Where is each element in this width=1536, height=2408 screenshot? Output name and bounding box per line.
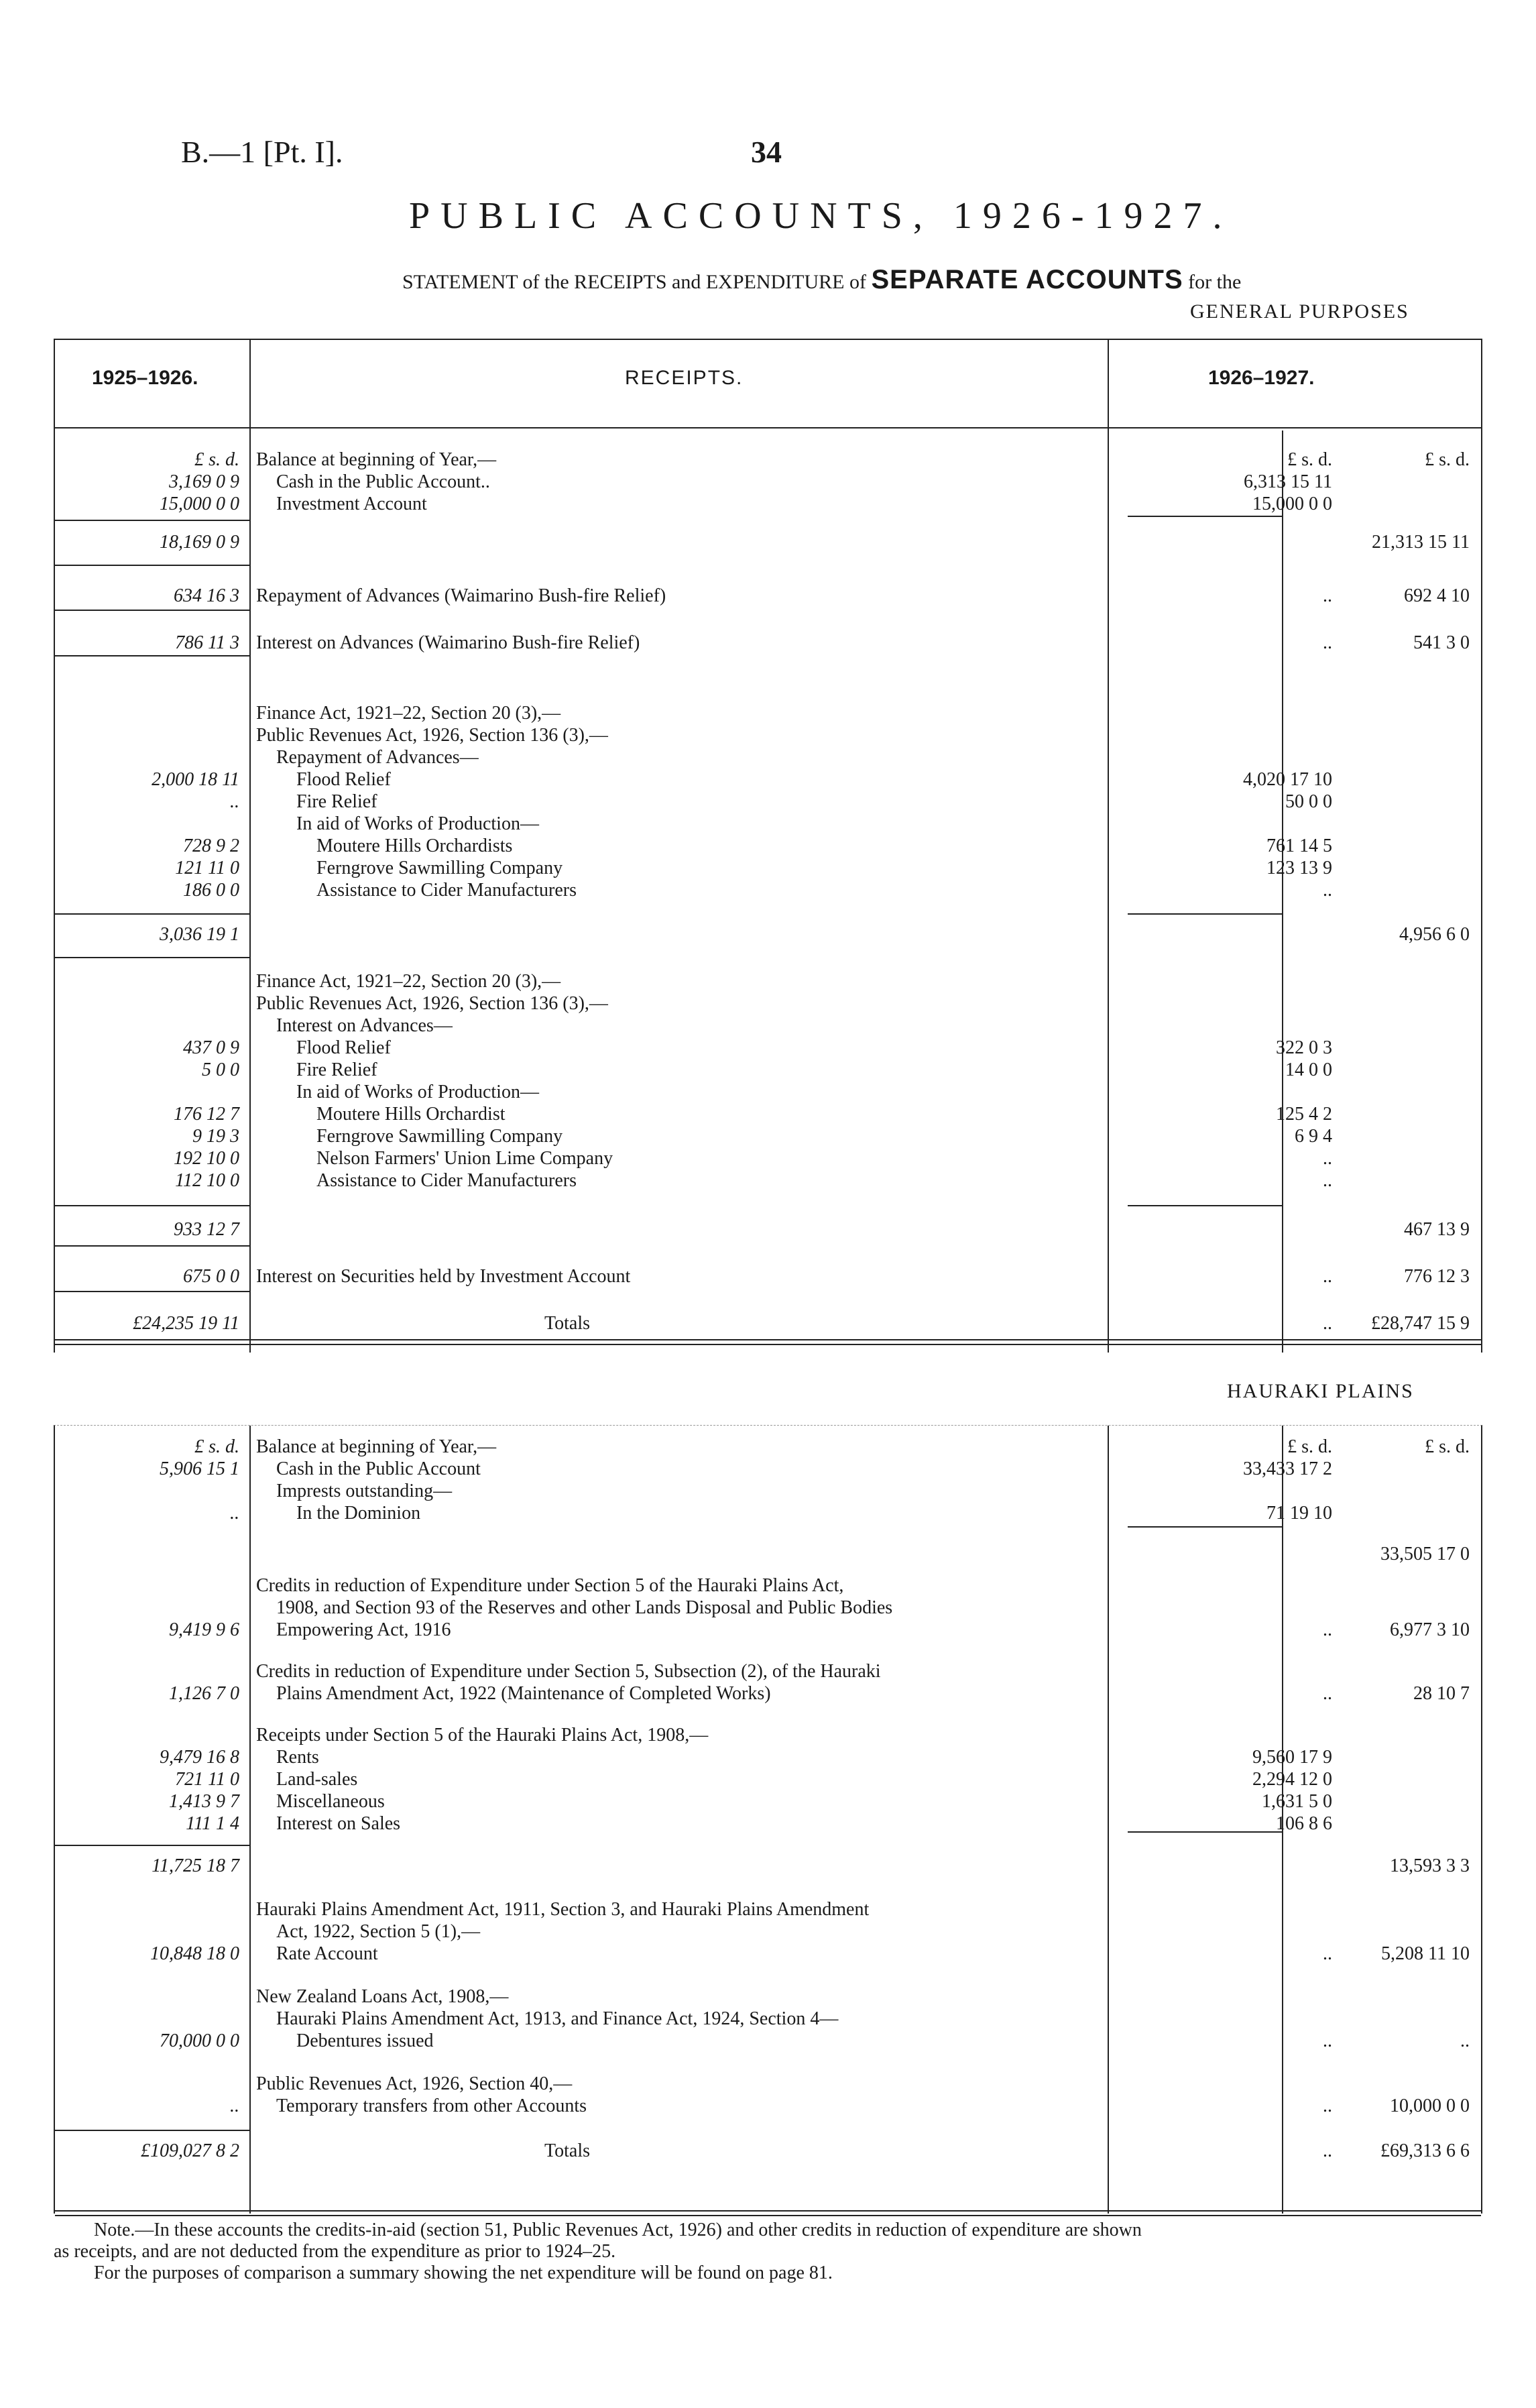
footnote-line-1: Note.—In these accounts the credits-in-aid (section 51, Public Revenues Act, 1926) and other credits in reduction of expenditure are shown bbox=[94, 2220, 1142, 2240]
statement-heading bbox=[402, 265, 1241, 295]
prior-year-amount: .. bbox=[230, 791, 239, 812]
page-title: PUBLIC ACCOUNTS, 1926-1927. bbox=[409, 195, 1233, 237]
column-header-1925-1926: 1925–1926. bbox=[92, 367, 198, 389]
table-row bbox=[55, 1855, 1481, 1878]
receipt-description: Hauraki Plains Amendment Act, 1911, Section 3, and Hauraki Plains Amendment bbox=[256, 1899, 870, 1920]
receipt-description: 1908, and Section 93 of the Reserves and other Lands Disposal and Public Bodies bbox=[276, 1597, 893, 1618]
receipt-description: Finance Act, 1921–22, Section 20 (3),— bbox=[256, 971, 561, 992]
page-number: 34 bbox=[751, 135, 782, 169]
table-row bbox=[55, 1059, 1481, 1082]
sub-amount: .. bbox=[1323, 2140, 1332, 2161]
total-amount: 10,000 0 0 bbox=[1390, 2096, 1470, 2116]
receipt-description: Repayment of Advances— bbox=[276, 747, 479, 768]
receipt-description: Debentures issued bbox=[296, 2030, 434, 2051]
footnote-line-3: For the purposes of comparison a summary showing the net expenditure will be found on page 81. bbox=[94, 2262, 833, 2283]
receipt-description: Rate Account bbox=[276, 1943, 378, 1964]
table-row bbox=[55, 1015, 1481, 1037]
receipt-description: Rents bbox=[276, 1747, 319, 1768]
prior-year-amount: 15,000 0 0 bbox=[160, 494, 239, 514]
section-subtitle-general-purposes: GENERAL PURPOSES bbox=[1190, 300, 1409, 323]
table-row bbox=[55, 2030, 1481, 2053]
table-row bbox=[55, 1682, 1481, 1705]
table-row bbox=[55, 1218, 1481, 1241]
sub-amount: 123 13 9 bbox=[1266, 858, 1332, 878]
table-row bbox=[55, 835, 1481, 858]
table-row bbox=[55, 1724, 1481, 1747]
subtotal-rule bbox=[1128, 516, 1282, 517]
table-row bbox=[55, 2073, 1481, 2096]
prior-year-amount: 192 10 0 bbox=[174, 1148, 239, 1169]
receipt-description: Empowering Act, 1916 bbox=[276, 1619, 451, 1640]
total-amount: 692 4 10 bbox=[1404, 585, 1470, 606]
sub-amount: £ s. d. bbox=[1287, 1436, 1332, 1457]
prior-year-amount: 9,419 9 6 bbox=[169, 1619, 239, 1640]
total-amount: 467 13 9 bbox=[1404, 1219, 1470, 1240]
receipt-description: Moutere Hills Orchardist bbox=[316, 1104, 506, 1125]
statement-prefix: STATEMENT of the RECEIPTS and EXPENDITURE of bbox=[402, 271, 866, 293]
table-row bbox=[55, 1543, 1481, 1566]
prior-year-amount: 70,000 0 0 bbox=[160, 2030, 239, 2051]
table-row bbox=[55, 813, 1481, 836]
table-row bbox=[55, 1768, 1481, 1791]
receipt-description: New Zealand Loans Act, 1908,— bbox=[256, 1986, 509, 2007]
footnote-line-2: as receipts, and are not deducted from the expenditure as prior to 1924–25. bbox=[54, 2241, 616, 2262]
table-row bbox=[55, 1480, 1481, 1503]
prior-year-amount: 634 16 3 bbox=[174, 585, 239, 606]
receipt-description: Hauraki Plains Amendment Act, 1913, and Finance Act, 1924, Section 4— bbox=[276, 2008, 839, 2029]
receipt-description: Receipts under Section 5 of the Hauraki Plains Act, 1908,— bbox=[256, 1725, 709, 1745]
sub-amount: .. bbox=[1323, 1170, 1332, 1191]
receipt-description: In the Dominion bbox=[296, 1503, 421, 1524]
table-row bbox=[55, 702, 1481, 725]
table-row bbox=[55, 1037, 1481, 1059]
table-row bbox=[55, 493, 1481, 516]
receipt-description: Totals bbox=[544, 2140, 591, 2161]
receipt-description: Imprests outstanding— bbox=[276, 1481, 453, 1501]
subtotal-rule bbox=[55, 1845, 249, 1846]
prior-year-amount: £109,027 8 2 bbox=[141, 2140, 239, 2161]
receipt-description: Flood Relief bbox=[296, 769, 391, 790]
receipt-description: Nelson Farmers' Union Lime Company bbox=[316, 1148, 613, 1169]
receipt-description: Repayment of Advances (Waimarino Bush-fire Relief) bbox=[256, 585, 666, 606]
table-row bbox=[55, 791, 1481, 813]
table-row bbox=[55, 1790, 1481, 1813]
column-header-1926-1927: 1926–1927. bbox=[1208, 367, 1315, 389]
sub-amount: .. bbox=[1323, 632, 1332, 653]
general-purposes-table bbox=[54, 339, 1482, 1353]
total-amount: 776 12 3 bbox=[1404, 1266, 1470, 1287]
table-row bbox=[55, 746, 1481, 769]
receipt-description: Interest on Sales bbox=[276, 1813, 401, 1834]
table-row bbox=[55, 2140, 1481, 2163]
total-amount: £69,313 6 6 bbox=[1380, 2140, 1470, 2161]
prior-year-amount: 1,126 7 0 bbox=[169, 1683, 239, 1704]
table-row bbox=[55, 449, 1481, 471]
table-row bbox=[55, 1147, 1481, 1170]
table-row bbox=[55, 632, 1481, 654]
table-row bbox=[55, 1660, 1481, 1683]
total-amount: 33,505 17 0 bbox=[1380, 1544, 1470, 1564]
table-row bbox=[55, 768, 1481, 791]
table-row bbox=[55, 923, 1481, 946]
receipt-description: Assistance to Cider Manufacturers bbox=[316, 1170, 577, 1191]
table-row bbox=[55, 724, 1481, 747]
receipt-description: Act, 1922, Section 5 (1),— bbox=[276, 1921, 481, 1942]
hauraki-plains-table bbox=[54, 1425, 1482, 2214]
table-bottom-rule bbox=[55, 2210, 1481, 2216]
table-row bbox=[55, 531, 1481, 554]
receipt-description: Temporary transfers from other Accounts bbox=[276, 2096, 587, 2116]
receipt-description: Finance Act, 1921–22, Section 20 (3),— bbox=[256, 703, 561, 724]
subtotal-rule bbox=[1128, 913, 1282, 915]
prior-year-amount: 11,725 18 7 bbox=[152, 1855, 239, 1876]
prior-year-amount: 437 0 9 bbox=[183, 1037, 239, 1058]
prior-year-amount: 9 19 3 bbox=[192, 1126, 239, 1147]
section-subtitle-hauraki-plains: HAURAKI PLAINS bbox=[1227, 1380, 1414, 1402]
sub-amount: .. bbox=[1323, 1943, 1332, 1964]
prior-year-amount: 186 0 0 bbox=[183, 880, 239, 901]
total-amount: .. bbox=[1460, 2030, 1470, 2051]
prior-year-amount: 786 11 3 bbox=[175, 632, 239, 653]
sub-amount: .. bbox=[1323, 2030, 1332, 2051]
table-row bbox=[55, 1502, 1481, 1525]
table-row bbox=[55, 1574, 1481, 1597]
receipt-description: Land-sales bbox=[276, 1769, 358, 1790]
prior-year-amount: £24,235 19 11 bbox=[133, 1313, 239, 1334]
statement-bold: SEPARATE ACCOUNTS bbox=[871, 265, 1183, 294]
receipt-description: Credits in reduction of Expenditure under Section 5, Subsection (2), of the Hauraki bbox=[256, 1661, 881, 1682]
receipt-description: Investment Account bbox=[276, 494, 427, 514]
prior-year-amount: 3,036 19 1 bbox=[160, 924, 239, 945]
total-amount: £28,747 15 9 bbox=[1371, 1313, 1470, 1334]
table-row bbox=[55, 857, 1481, 880]
sub-amount: 14 0 0 bbox=[1285, 1059, 1332, 1080]
table-row bbox=[55, 1898, 1481, 1921]
table-row bbox=[55, 1458, 1481, 1481]
sub-amount: 50 0 0 bbox=[1285, 791, 1332, 812]
sub-amount: 1,631 5 0 bbox=[1262, 1791, 1332, 1812]
receipt-description: Public Revenues Act, 1926, Section 136 (3),— bbox=[256, 993, 608, 1014]
header-rule bbox=[55, 427, 1481, 428]
sub-amount: 761 14 5 bbox=[1266, 836, 1332, 856]
table-row bbox=[55, 2008, 1481, 2030]
receipt-description: Interest on Advances (Waimarino Bush-fire Relief) bbox=[256, 632, 640, 653]
receipt-description: Miscellaneous bbox=[276, 1791, 385, 1812]
prior-year-amount: .. bbox=[230, 2096, 239, 2116]
sub-amount: .. bbox=[1323, 1266, 1332, 1287]
prior-year-amount: 9,479 16 8 bbox=[160, 1747, 239, 1768]
receipt-description: In aid of Works of Production— bbox=[296, 813, 539, 834]
sub-amount: £ s. d. bbox=[1287, 449, 1332, 470]
total-amount: 5,208 11 10 bbox=[1381, 1943, 1470, 1964]
receipt-description: Ferngrove Sawmilling Company bbox=[316, 1126, 563, 1147]
receipt-description: Fire Relief bbox=[296, 791, 377, 812]
table-row bbox=[55, 1986, 1481, 2008]
receipt-description: Assistance to Cider Manufacturers bbox=[316, 880, 577, 901]
table-row bbox=[55, 1920, 1481, 1943]
subtotal-rule bbox=[55, 1291, 249, 1292]
footnote bbox=[54, 2220, 1142, 2284]
prior-year-amount: £ s. d. bbox=[194, 1436, 239, 1457]
receipt-description: Balance at beginning of Year,— bbox=[256, 449, 497, 470]
subtotal-rule bbox=[55, 655, 249, 656]
receipt-description: Balance at beginning of Year,— bbox=[256, 1436, 497, 1457]
subtotal-rule bbox=[55, 610, 249, 611]
table-row bbox=[55, 471, 1481, 494]
table-bottom-rule bbox=[55, 1339, 1481, 1345]
sub-amount: 33,433 17 2 bbox=[1243, 1458, 1332, 1479]
subtotal-rule bbox=[1128, 1205, 1282, 1206]
sub-amount: .. bbox=[1323, 585, 1332, 606]
column-header-receipts: RECEIPTS. bbox=[625, 367, 744, 389]
table-row bbox=[55, 585, 1481, 608]
receipt-description: Moutere Hills Orchardists bbox=[316, 836, 513, 856]
subtotal-rule bbox=[55, 520, 249, 521]
total-amount: 6,977 3 10 bbox=[1390, 1619, 1470, 1640]
receipt-description: Fire Relief bbox=[296, 1059, 377, 1080]
prior-year-amount: 176 12 7 bbox=[174, 1104, 239, 1125]
subtotal-rule bbox=[55, 2130, 249, 2131]
total-amount: 28 10 7 bbox=[1413, 1683, 1470, 1704]
sub-amount: 322 0 3 bbox=[1276, 1037, 1332, 1058]
statement-suffix: for the bbox=[1188, 271, 1242, 293]
table-row bbox=[55, 1265, 1481, 1288]
receipt-description: Cash in the Public Account.. bbox=[276, 471, 490, 492]
table-row bbox=[55, 1103, 1481, 1126]
table-row bbox=[55, 1125, 1481, 1148]
prior-year-amount: 728 9 2 bbox=[183, 836, 239, 856]
prior-year-amount: £ s. d. bbox=[194, 449, 239, 470]
sub-amount: 106 8 6 bbox=[1276, 1813, 1332, 1834]
prior-year-amount: 5 0 0 bbox=[202, 1059, 239, 1080]
prior-year-amount: 112 10 0 bbox=[175, 1170, 239, 1191]
receipt-description: Public Revenues Act, 1926, Section 136 (3),— bbox=[256, 725, 608, 746]
subtotal-rule bbox=[1128, 1526, 1282, 1528]
prior-year-amount: 675 0 0 bbox=[183, 1266, 239, 1287]
prior-year-amount: 5,906 15 1 bbox=[160, 1458, 239, 1479]
receipt-description: Public Revenues Act, 1926, Section 40,— bbox=[256, 2073, 573, 2094]
subtotal-rule bbox=[55, 913, 249, 915]
sub-amount: 6 9 4 bbox=[1295, 1126, 1332, 1147]
sub-amount: .. bbox=[1323, 880, 1332, 901]
receipt-description: Plains Amendment Act, 1922 (Maintenance of Completed Works) bbox=[276, 1683, 771, 1704]
prior-year-amount: 2,000 18 11 bbox=[152, 769, 239, 790]
total-amount: 541 3 0 bbox=[1413, 632, 1470, 653]
table-row bbox=[55, 1436, 1481, 1458]
sub-amount: 4,020 17 10 bbox=[1243, 769, 1332, 790]
receipt-description: Interest on Advances— bbox=[276, 1015, 453, 1036]
table-row bbox=[55, 1943, 1481, 1965]
prior-year-amount: 10,848 18 0 bbox=[150, 1943, 239, 1964]
table-row bbox=[55, 1169, 1481, 1192]
receipt-description: Interest on Securities held by Investment Account bbox=[256, 1266, 631, 1287]
prior-year-amount: 18,169 0 9 bbox=[160, 532, 239, 553]
table-row bbox=[55, 1312, 1481, 1335]
document-reference: B.—1 [Pt. I]. bbox=[181, 135, 343, 169]
receipt-description: Cash in the Public Account bbox=[276, 1458, 481, 1479]
table-row bbox=[55, 992, 1481, 1015]
subtotal-rule bbox=[55, 1245, 249, 1247]
table-row bbox=[55, 2095, 1481, 2118]
prior-year-amount: 121 11 0 bbox=[175, 858, 239, 878]
total-amount: £ s. d. bbox=[1425, 449, 1470, 470]
prior-year-amount: 721 11 0 bbox=[175, 1769, 239, 1790]
receipt-description: Flood Relief bbox=[296, 1037, 391, 1058]
sub-amount: .. bbox=[1323, 1313, 1332, 1334]
table-row bbox=[55, 1597, 1481, 1619]
receipt-description: Ferngrove Sawmilling Company bbox=[316, 858, 563, 878]
sub-amount: 6,313 15 11 bbox=[1244, 471, 1332, 492]
prior-year-amount: 111 1 4 bbox=[186, 1813, 239, 1834]
subtotal-rule bbox=[55, 565, 249, 566]
subtotal-rule bbox=[1128, 1831, 1282, 1833]
prior-year-amount: .. bbox=[230, 1503, 239, 1524]
sub-amount: .. bbox=[1323, 1683, 1332, 1704]
table-row bbox=[55, 1081, 1481, 1104]
sub-amount: 15,000 0 0 bbox=[1252, 494, 1332, 514]
table-row bbox=[55, 1619, 1481, 1642]
sub-amount: .. bbox=[1323, 1619, 1332, 1640]
table-row bbox=[55, 970, 1481, 993]
sub-amount: 71 19 10 bbox=[1266, 1503, 1332, 1524]
sub-amount: 9,560 17 9 bbox=[1252, 1747, 1332, 1768]
prior-year-amount: 933 12 7 bbox=[174, 1219, 239, 1240]
total-amount: 4,956 6 0 bbox=[1399, 924, 1470, 945]
total-amount: 13,593 3 3 bbox=[1390, 1855, 1470, 1876]
receipt-description: Totals bbox=[544, 1313, 591, 1334]
sub-amount: .. bbox=[1323, 1148, 1332, 1169]
sub-amount: .. bbox=[1323, 2096, 1332, 2116]
receipt-description: Credits in reduction of Expenditure under Section 5 of the Hauraki Plains Act, bbox=[256, 1575, 844, 1596]
table-row bbox=[55, 1746, 1481, 1769]
total-amount: £ s. d. bbox=[1425, 1436, 1470, 1457]
sub-amount: 2,294 12 0 bbox=[1252, 1769, 1332, 1790]
total-amount: 21,313 15 11 bbox=[1372, 532, 1470, 553]
subtotal-rule bbox=[55, 957, 249, 958]
prior-year-amount: 1,413 9 7 bbox=[169, 1791, 239, 1812]
sub-amount: 125 4 2 bbox=[1276, 1104, 1332, 1125]
subtotal-rule bbox=[55, 1205, 249, 1206]
prior-year-amount: 3,169 0 9 bbox=[169, 471, 239, 492]
receipt-description: In aid of Works of Production— bbox=[296, 1082, 539, 1102]
table-row bbox=[55, 879, 1481, 902]
